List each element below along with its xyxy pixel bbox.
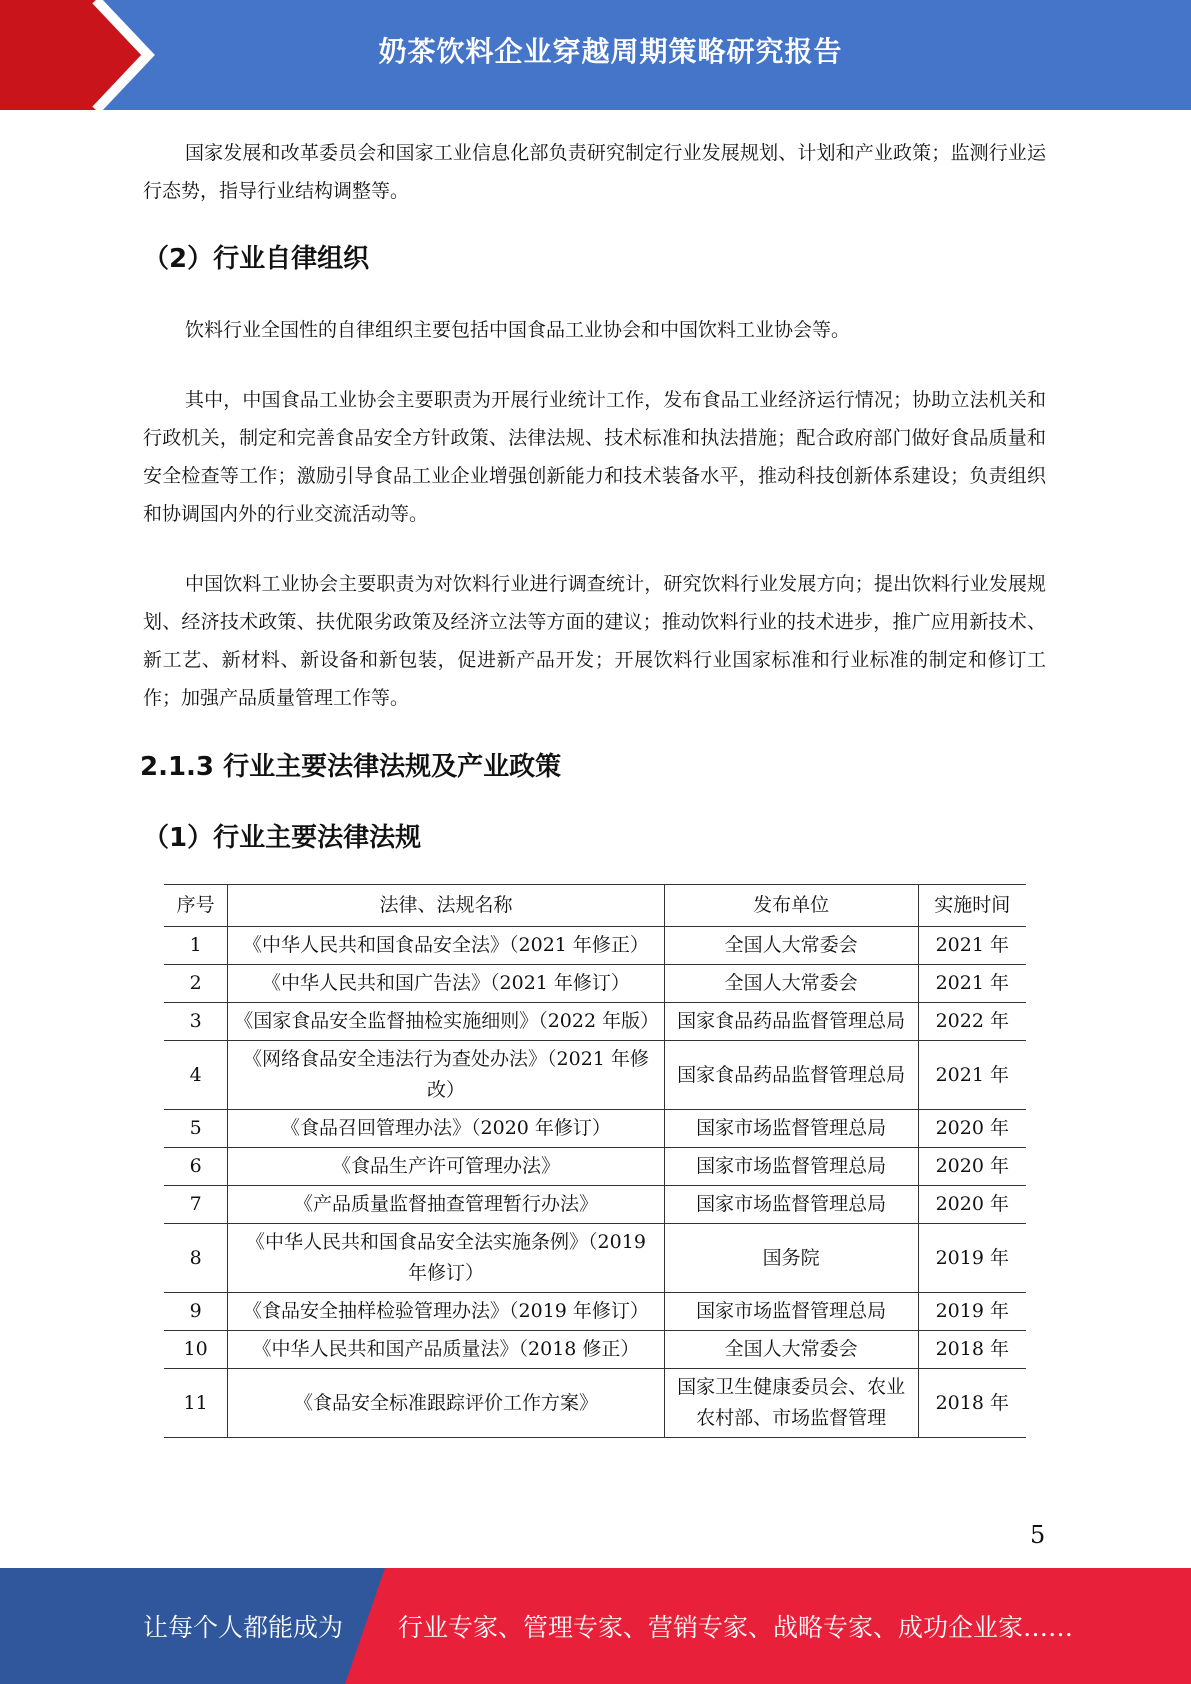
cell-issuer: 国家卫生健康委员会、农业农村部、市场监督管理: [664, 1369, 918, 1438]
cell-index: 2: [164, 965, 228, 1003]
cell-index: 10: [164, 1331, 228, 1369]
paragraph-beverage-industry-association: 中国饮料工业协会主要职责为对饮料行业进行调查统计，研究饮料行业发展方向；提出饮料行业发展规划、经济技术政策、扶优限劣政策及经济立法等方面的建议；推动饮料行业的技术进步，推广应用新技术、新工艺、新材料、新设备和新包装，促进新产品开发；开展饮料行业国家标准和行业标准的制定和修订工作；加强产品质量管理工作等。: [143, 573, 1046, 709]
cell-issuer: 全国人大常委会: [664, 927, 918, 965]
cell-law-name: 《食品召回管理办法》（2020 年修订）: [228, 1110, 665, 1148]
cell-issuer: 国家市场监督管理总局: [664, 1110, 918, 1148]
laws-table: [164, 884, 1026, 1438]
cell-index: 4: [164, 1041, 228, 1110]
cell-index: 9: [164, 1293, 228, 1331]
cell-index: 5: [164, 1110, 228, 1148]
cell-law-name: 《中华人民共和国产品质量法》（2018 修正）: [228, 1331, 665, 1369]
cell-index: 8: [164, 1224, 228, 1293]
col-header-law-name: 法律、法规名称: [228, 885, 665, 927]
report-title: 奶茶饮料企业穿越周期策略研究报告: [378, 35, 843, 68]
table-row: [164, 1224, 1026, 1293]
cell-issuer: 国家食品药品监督管理总局: [664, 1003, 918, 1041]
table-row: [164, 1110, 1026, 1148]
cell-date: 2018 年: [918, 1369, 1026, 1438]
cell-date: 2020 年: [918, 1110, 1026, 1148]
paragraph-regulators: 国家发展和改革委员会和国家工业信息化部负责研究制定行业发展规划、计划和产业政策；监测行业运行态势，指导行业结构调整等。: [143, 142, 1046, 202]
col-header-effective-date: 实施时间: [918, 885, 1026, 927]
cell-law-name: 《食品生产许可管理办法》: [228, 1148, 665, 1186]
cell-index: 1: [164, 927, 228, 965]
heading-main-laws: （1）行业主要法律法规: [143, 823, 422, 853]
cell-issuer: 全国人大常委会: [664, 1331, 918, 1369]
footer-slogan-right: 行业专家、管理专家、营销专家、战略专家、成功企业家……: [398, 1613, 1074, 1642]
cell-law-name: 《中华人民共和国广告法》（2021 年修订）: [228, 965, 665, 1003]
page-number: 5: [1030, 1521, 1046, 1549]
cell-date: 2020 年: [918, 1186, 1026, 1224]
cell-issuer: 国家市场监督管理总局: [664, 1186, 918, 1224]
cell-date: 2021 年: [918, 1041, 1026, 1110]
cell-index: 7: [164, 1186, 228, 1224]
table-row: [164, 927, 1026, 965]
cell-index: 11: [164, 1369, 228, 1438]
cell-issuer: 国务院: [664, 1224, 918, 1293]
cell-date: 2019 年: [918, 1224, 1026, 1293]
paragraph-self-regulatory-intro: 饮料行业全国性的自律组织主要包括中国食品工业协会和中国饮料工业协会等。: [185, 319, 851, 341]
cell-date: 2020 年: [918, 1148, 1026, 1186]
cell-index: 6: [164, 1148, 228, 1186]
cell-date: 2022 年: [918, 1003, 1026, 1041]
cell-law-name: 《中华人民共和国食品安全法》（2021 年修正）: [228, 927, 665, 965]
table-row: [164, 1003, 1026, 1041]
cell-index: 3: [164, 1003, 228, 1041]
table-row: [164, 965, 1026, 1003]
cell-law-name: 《网络食品安全违法行为查处办法》（2021 年修改）: [228, 1041, 665, 1110]
cell-date: 2019 年: [918, 1293, 1026, 1331]
cell-law-name: 《国家食品安全监督抽检实施细则》（2022 年版）: [228, 1003, 665, 1041]
cell-issuer: 全国人大常委会: [664, 965, 918, 1003]
table-header-row: [164, 885, 1026, 927]
table-row: [164, 1186, 1026, 1224]
paragraph-food-industry-association: 其中，中国食品工业协会主要职责为开展行业统计工作，发布食品工业经济运行情况；协助立法机关和行政机关，制定和完善食品安全方针政策、法律法规、技术标准和执法措施；配合政府部门做好食品质量和安全检查等工作；激励引导食品工业企业增强创新能力和技术装备水平，推动科技创新体系建设；负责组织和协调国内外的行业交流活动等。: [143, 389, 1046, 525]
page-header: [0, 0, 1191, 110]
footer-slogan-left: 让每个人都能成为: [143, 1613, 344, 1642]
section-heading-2-1-3: 2.1.3 行业主要法律法规及产业政策: [140, 752, 562, 782]
cell-issuer: 国家市场监督管理总局: [664, 1148, 918, 1186]
cell-date: 2021 年: [918, 927, 1026, 965]
cell-law-name: 《食品安全标准跟踪评价工作方案》: [228, 1369, 665, 1438]
table-row: [164, 1369, 1026, 1438]
col-header-issuer: 发布单位: [664, 885, 918, 927]
cell-law-name: 《食品安全抽样检验管理办法》（2019 年修订）: [228, 1293, 665, 1331]
table-row: [164, 1041, 1026, 1110]
table-row: [164, 1293, 1026, 1331]
laws-table-container: [164, 884, 1026, 1513]
cell-law-name: 《产品质量监督抽查管理暂行办法》: [228, 1186, 665, 1224]
heading-self-regulatory-org: （2）行业自律组织: [143, 244, 370, 274]
page-footer: [0, 1568, 1191, 1684]
table-row: [164, 1331, 1026, 1369]
cell-issuer: 国家食品药品监督管理总局: [664, 1041, 918, 1110]
col-header-index: 序号: [164, 885, 228, 927]
table-row: [164, 1148, 1026, 1186]
cell-date: 2018 年: [918, 1331, 1026, 1369]
cell-date: 2021 年: [918, 965, 1026, 1003]
cell-law-name: 《中华人民共和国食品安全法实施条例》（2019 年修订）: [228, 1224, 665, 1293]
cell-issuer: 国家市场监督管理总局: [664, 1293, 918, 1331]
